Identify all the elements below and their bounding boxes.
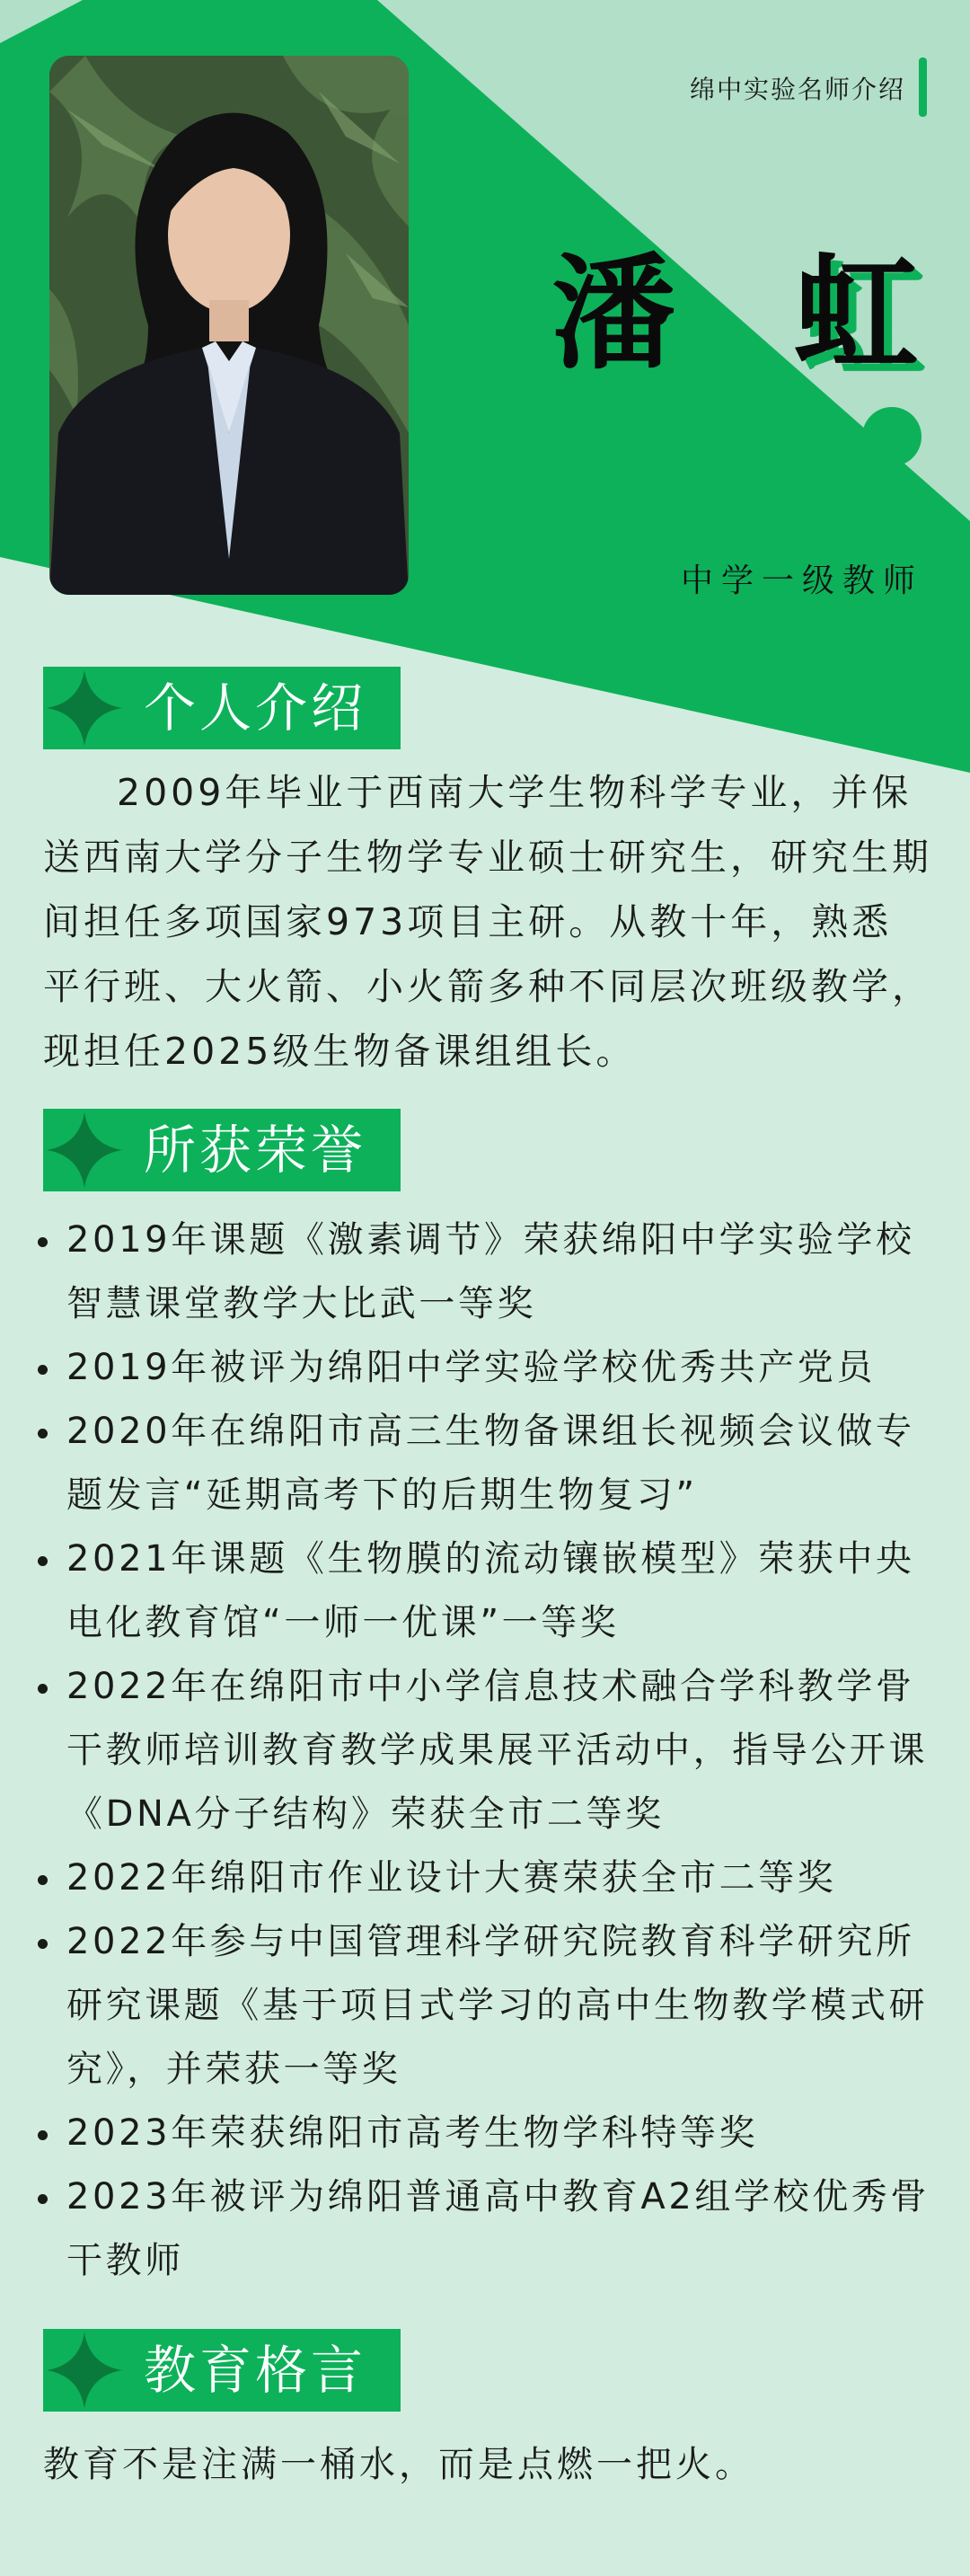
motto-text: 教育不是注满一桶水，而是点燃一把火。 (43, 2444, 754, 2485)
accent-dot (862, 407, 922, 466)
teacher-photo (49, 56, 409, 595)
honor-item: 2022年参与中国管理科学研究院教育科学研究所研究课题《基于项目式学习的高中生物教学模式研究》，并荣获一等奖 (43, 1910, 932, 2102)
portrait-illustration (49, 56, 409, 595)
series-accent-bar (919, 58, 927, 117)
honor-item: 2020年在绵阳市高三生物备课组长视频会议做专题发言“延期高考下的后期生物复习” (43, 1400, 932, 1527)
sparkle-icon (43, 667, 126, 749)
intro-paragraph: 2009年毕业于西南大学生物科学专业，并保送西南大学分子生物学专业硕士研究生，研究生期间担任多项国家973项目主研。从教十年，熟悉平行班、大火箭、小火箭多种不同层次班级教学，现担任2025级生物备课组组长。 (43, 771, 932, 1073)
honor-item: 2019年被评为绵阳中学实验学校优秀共产党员 (43, 1336, 932, 1400)
teacher-name: 潘 虹 (551, 240, 956, 386)
honor-item: 2019年课题《激素调节》荣获绵阳中学实验学校智慧课堂教学大比武一等奖 (43, 1208, 932, 1336)
sparkle-icon (43, 2329, 126, 2412)
teacher-title: 中学一级教师 (680, 562, 923, 599)
section-title-motto: 教育格言 (144, 2340, 367, 2401)
series-label: 绵中实验名师介绍 (689, 75, 905, 104)
honors-list (43, 1208, 932, 2293)
honor-item: 2022年绵阳市作业设计大赛荣获全市二等奖 (43, 1846, 932, 1910)
section-title-honors: 所获荣誉 (144, 1120, 367, 1181)
honor-item: 2022年在绵阳市中小学信息技术融合学科教学骨干教师培训教育教学成果展平活动中，指导公开课《DNA分子结构》荣获全市二等奖 (43, 1655, 932, 1846)
honor-item: 2023年被评为绵阳普通高中教育A2组学校优秀骨干教师 (43, 2165, 932, 2293)
section-header-motto (43, 2329, 401, 2412)
section-header-intro (43, 667, 401, 749)
section-title-intro: 个人介绍 (144, 677, 367, 739)
sparkle-icon (43, 1109, 126, 1191)
honor-item: 2023年荣获绵阳市高考生物学科特等奖 (43, 2102, 932, 2165)
honor-item: 2021年课题《生物膜的流动镶嵌模型》荣获中央电化教育馆“一师一优课”一等奖 (43, 1527, 932, 1655)
section-header-honors (43, 1109, 401, 1191)
